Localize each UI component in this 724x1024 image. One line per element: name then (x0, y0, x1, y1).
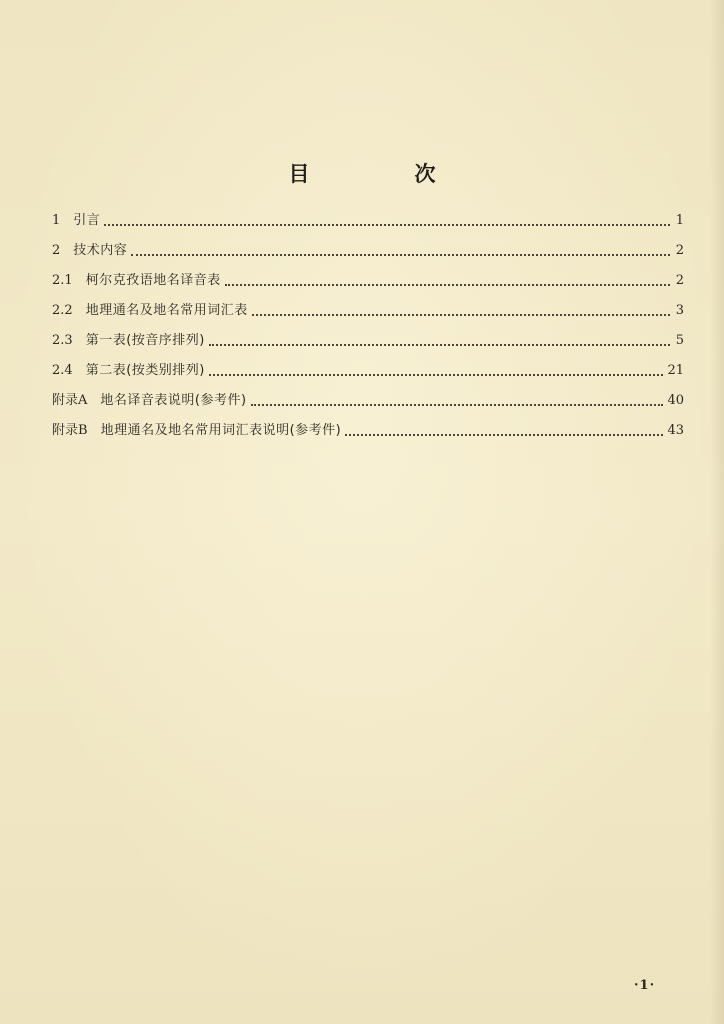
toc-entry-title: 地理通名及地名常用词汇表 (85, 303, 248, 318)
dot-leader (104, 223, 670, 226)
toc-entry-page: 40 (667, 393, 684, 408)
toc-entry-title: 地理通名及地名常用词汇表说明(参考件) (100, 423, 342, 438)
dot-leader (251, 403, 664, 406)
page-edge-shadow (710, 0, 724, 1024)
toc-entry-page: 3 (675, 303, 684, 318)
dot-leader (252, 313, 670, 316)
toc-entry-title: 第二表(按类别排列) (85, 363, 205, 378)
dot-leader (209, 373, 664, 376)
toc-entry-second-table[interactable] (52, 350, 684, 380)
toc-entry-title: 引言 (73, 213, 101, 228)
toc-entry-appendix-a[interactable] (52, 380, 684, 410)
toc-entry-page: 5 (675, 333, 684, 348)
toc-entry-title: 技术内容 (73, 243, 128, 258)
toc-entry-title: 柯尔克孜语地名译音表 (85, 273, 221, 288)
toc-entry-number: 2.1 (52, 273, 86, 288)
toc-entry-page: 2 (675, 243, 684, 258)
dot-leader (209, 343, 670, 346)
toc-entry-first-table[interactable] (52, 320, 684, 350)
toc-entry-page: 2 (675, 273, 684, 288)
toc-entry-title: 第一表(按音序排列) (85, 333, 205, 348)
toc-entry-number: 2.2 (52, 303, 86, 318)
toc-entry-appendix-b[interactable] (52, 410, 684, 440)
toc-entry-page: 21 (667, 363, 684, 378)
toc-entry-page: 43 (667, 423, 684, 438)
toc-entry-technical-content[interactable] (52, 230, 684, 260)
toc-entry-number: 附录B (52, 423, 101, 438)
toc-entry-title: 地名译音表说明(参考件) (100, 393, 247, 408)
toc-entry-transliteration-table[interactable] (52, 260, 684, 290)
toc-entry-number: 附录A (52, 393, 101, 408)
dot-leader (131, 253, 670, 256)
toc-entry-introduction[interactable] (52, 200, 684, 230)
toc-entry-vocabulary-table[interactable] (52, 290, 684, 320)
toc-entry-number: 1 (52, 213, 74, 228)
dot-leader (225, 283, 670, 286)
toc-entry-number: 2.3 (52, 333, 86, 348)
dot-leader (345, 433, 663, 436)
toc-title: 目 次 (288, 162, 478, 186)
toc-entry-page: 1 (675, 213, 684, 228)
toc-entry-number: 2.4 (52, 363, 86, 378)
toc-entry-number: 2 (52, 243, 74, 258)
page-number: ·1· (634, 978, 656, 993)
